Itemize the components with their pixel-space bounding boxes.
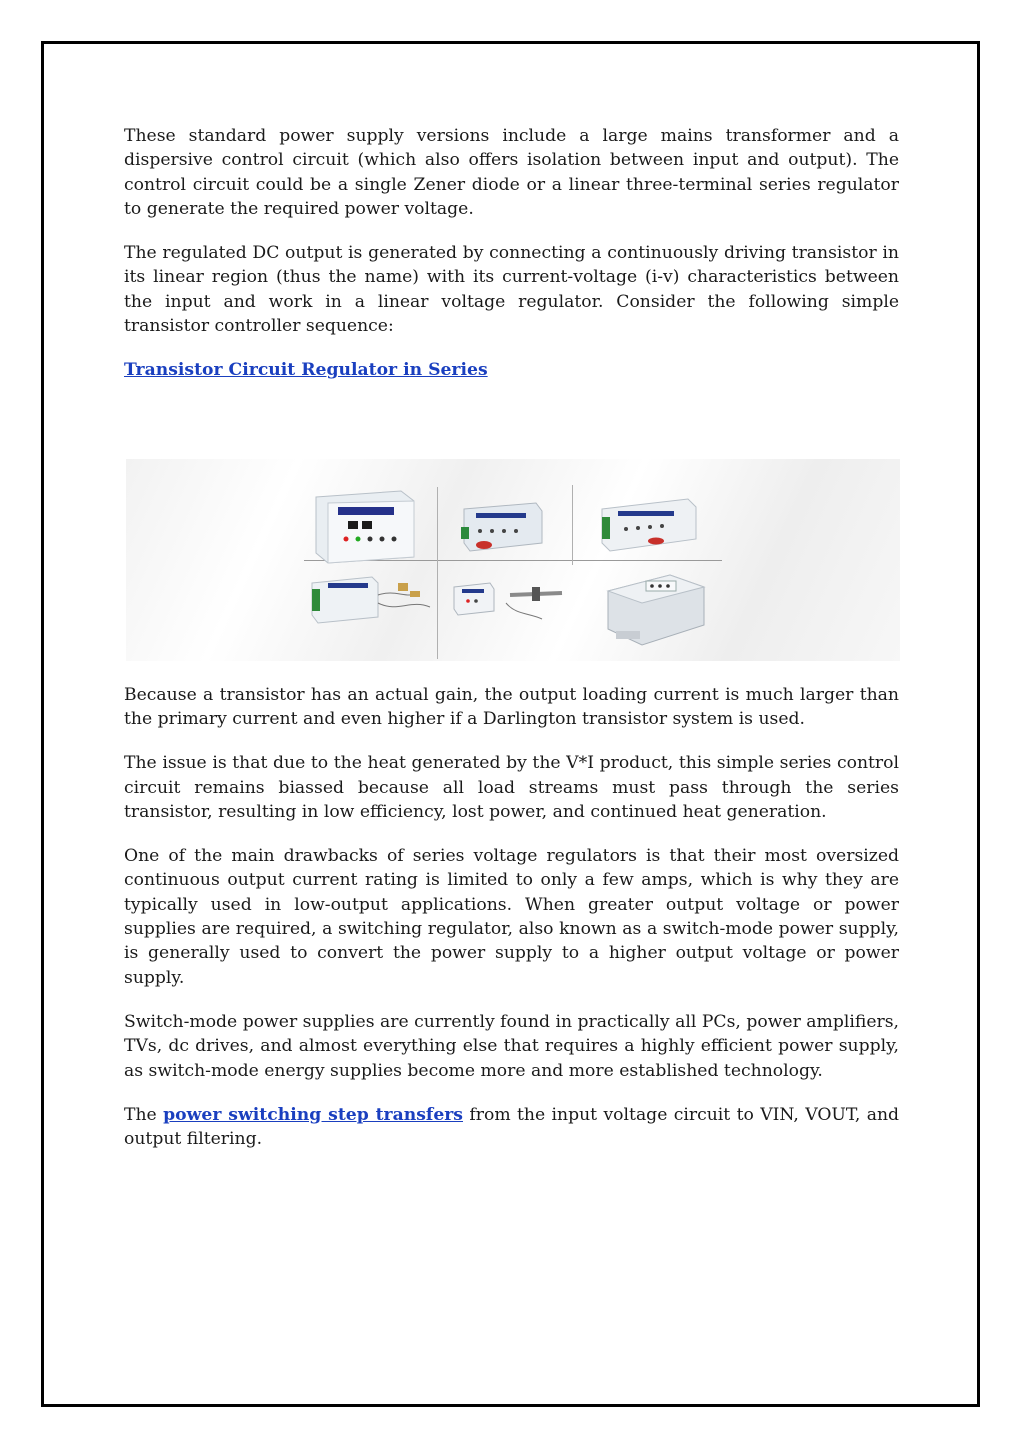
image-divider-vertical-right xyxy=(572,485,573,565)
paragraph-7-end: from the input voltage circuit to VIN, VOUT, and output filtering. xyxy=(124,1104,900,1150)
relay-board-device xyxy=(596,495,700,557)
power-switching-link[interactable]: power switching step transfers xyxy=(163,1104,463,1125)
paragraph-5: One of the main drawbacks of series voltage regulators is that their most oversized continuous output current rating is limited to only a few amps, which is why they are typically used in low-output applications. When greater output voltage or power supplies are required, a switching regulator, also known as a switch-mode power supply, is generally used to convert the power supply to a higher output voltage or power supply. xyxy=(124,846,899,988)
enclosure-controller-device xyxy=(600,569,710,655)
sensor-kit-device xyxy=(306,569,436,629)
paragraph-3: Because a transistor has an actual gain, the output loading current is much larger than the primary current and even higher if a Darlington transistor system is used. xyxy=(124,684,899,729)
section-heading-link[interactable]: Transistor Circuit Regulator in Series xyxy=(124,360,488,381)
paragraph-7-start: The xyxy=(124,1104,164,1125)
paragraph-2: The regulated DC output is generated by connecting a continuously driving transistor in its linear region (thus the name) with its current-voltage (i-v) characteristics between the input and work in a linear voltage regulator. Consider the following simple transistor controller sequence: xyxy=(124,243,899,337)
paragraph-4: The issue is that due to the heat generated by the V*I product, this simple series control circuit remains biassed because all load streams must pass through the series transistor, resulting in low efficiency, lost power, and continued heat generation. xyxy=(124,753,899,822)
level-probe-device xyxy=(446,577,570,625)
document-body xyxy=(124,124,899,1171)
controller-box-device xyxy=(456,497,548,557)
paragraph-1: These standard power supply versions include a large mains transformer and a dispersive control circuit (which also offers isolation between input and output). The control circuit could be a single Zener diode or a linear three-terminal series regulator to generate the required power voltage. xyxy=(124,126,899,219)
paragraph-7 xyxy=(124,1103,899,1152)
regulator-panel-device xyxy=(306,487,418,565)
product-image xyxy=(126,459,900,661)
image-divider-vertical-left xyxy=(437,487,438,659)
paragraph-6: Switch-mode power supplies are currently found in practically all PCs, power amplifiers, TVs, dc drives, and almost everything else that requires a highly efficient power supply, as switch-mode energy supplies become more and more established technology. xyxy=(124,1011,899,1081)
